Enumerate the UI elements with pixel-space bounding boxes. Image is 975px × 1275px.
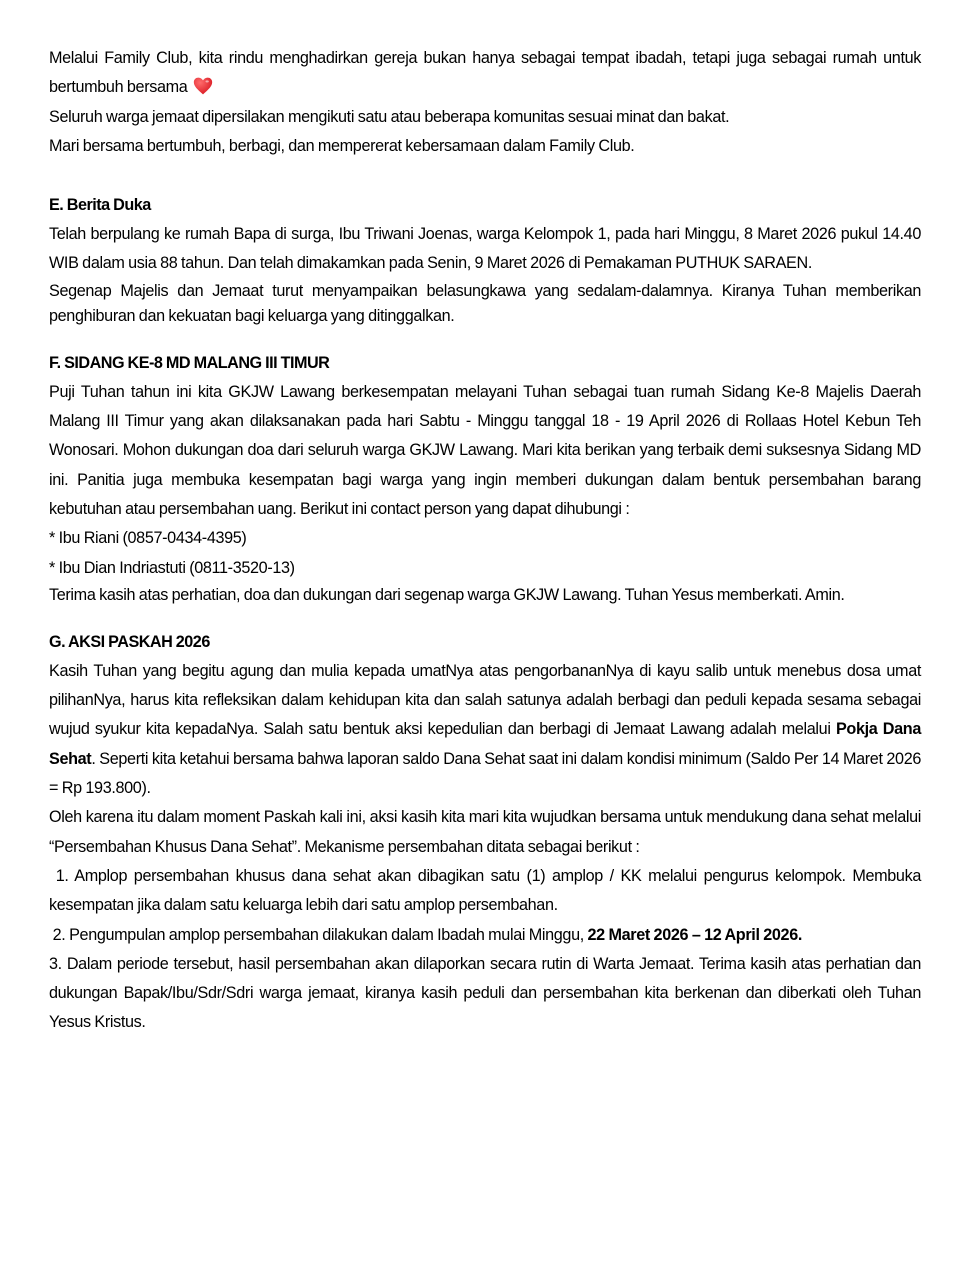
text-span: 2. Pengumpulan amplop persembahan dilakukan dalam Ibadah mulai Minggu, bbox=[49, 925, 588, 944]
date-range-bold: 22 Maret 2026 – 12 April 2026. bbox=[587, 925, 802, 944]
section-g-item-3: 3. Dalam periode tersebut, hasil persembahan akan dilaporkan secara rutin di Warta Jemaat. Terima kasih atas perhatian dan dukungan Bapak/Ibu/Sdr/Sdri warga jemaat, kiranya kasih peduli dan persembahan kita berkenan dan diberkati oleh Tuhan Yesus Kristus. bbox=[49, 954, 921, 1032]
text-span: . Seperti kita ketahui bersama bahwa laporan saldo Dana Sehat saat ini dalam kondisi minimum (Saldo Per 14 Maret 2026 = Rp 193.800). bbox=[49, 749, 921, 798]
document-page bbox=[49, 44, 925, 1038]
section-g-item-2 bbox=[49, 921, 921, 950]
section-f-heading: F. SIDANG KE-8 MD MALANG III TIMUR bbox=[49, 353, 330, 372]
section-g-paragraph-1 bbox=[49, 657, 921, 803]
contact-item: * Ibu Riani (0857-0434-4395) bbox=[49, 529, 247, 548]
intro-line-1: Melalui Family Club, kita rindu menghadirkan gereja bukan hanya sebagai tempat ibadah, tetapi juga sebagai rumah untuk bertumbuh bersama bbox=[49, 49, 921, 97]
intro-line-3: Mari bersama bertumbuh, berbagi, dan mempererat kebersamaan dalam Family Club. bbox=[49, 136, 635, 155]
intro-line-2: Seluruh warga jemaat dipersilakan mengikuti satu atau beberapa komunitas sesuai minat dan bakat. bbox=[49, 107, 730, 126]
section-g-heading: G. AKSI PASKAH 2026 bbox=[49, 632, 210, 651]
section-g-item-1: 1. Amplop persembahan khusus dana sehat akan dibagikan satu (1) amplop / KK melalui pengurus kelompok. Membuka kesempatan jika dalam satu keluarga lebih dari satu amplop persembahan. bbox=[49, 866, 925, 915]
section-f-closing: Terima kasih atas perhatian, doa dan dukungan dari segenap warga GKJW Lawang. Tuhan Yesus memberkati. Amin. bbox=[49, 585, 845, 604]
section-e-heading: E. Berita Duka bbox=[49, 196, 151, 215]
section-e-paragraph-2: Segenap Majelis dan Jemaat turut menyampaikan belasungkawa yang sedalam-dalamnya. Kiranya Tuhan memberikan penghiburan dan kekuatan bagi keluarga yang ditinggalkan. bbox=[49, 281, 921, 325]
contact-item: * Ibu Dian Indriastuti (0811-3520-13) bbox=[49, 558, 295, 577]
section-g-paragraph-2: Oleh karena itu dalam moment Paskah kali ini, aksi kasih kita mari kita wujudkan bersama untuk mendukung dana sehat melalui “Persembahan Khusus Dana Sehat”. Mekanisme persembahan ditata sebagai berikut : bbox=[49, 808, 921, 856]
intro-paragraph bbox=[49, 44, 921, 103]
section-f-paragraph-1: Puji Tuhan tahun ini kita GKJW Lawang berkesempatan melayani Tuhan sebagai tuan rumah Sidang Ke-8 Majelis Daerah Malang III Timur yang akan dilaksanakan pada hari Sabtu - Minggu tanggal 18 - 19 April 2026 di Rollaas Hotel Kebun Teh Wonosari. Mohon dukungan doa dari seluruh warga GKJW Lawang. Mari kita berikan yang terbaik demi suksesnya Sidang MD ini. Panitia juga membuka kesempatan bagi warga yang ingin memberi dukungan dalam bentuk persembahan barang kebutuhan atau persembahan uang. Berikut ini contact person yang dapat dihubungi : bbox=[49, 382, 921, 518]
text-span: Kasih Tuhan yang begitu agung dan mulia kepada umatNya atas pengorbananNya di kayu salib untuk menebus dosa umat pilihanNya, harus kita refleksikan dalam kehidupan kita dan salah satunya adalah berbagi dan peduli kepada sesama sebagai wujud syukur kita kepadaNya. Salah satu bentuk aksi kepedulian dan berbagi di Jemaat Lawang adalah melalui bbox=[49, 661, 921, 739]
pokja-dana-sehat-bold: Pokja Dana Sehat bbox=[49, 720, 921, 768]
section-e-paragraph-1: Telah berpulang ke rumah Bapa di surga, Ibu Triwani Joenas, warga Kelompok 1, pada hari Minggu, 8 Maret 2026 pukul 14.40 WIB dalam usia 88 tahun. Dan telah dimakamkan pada Senin, 9 Maret 2026 di Pemakaman PUTHUK SARAEN. bbox=[49, 225, 921, 273]
heart-icon bbox=[193, 76, 213, 96]
